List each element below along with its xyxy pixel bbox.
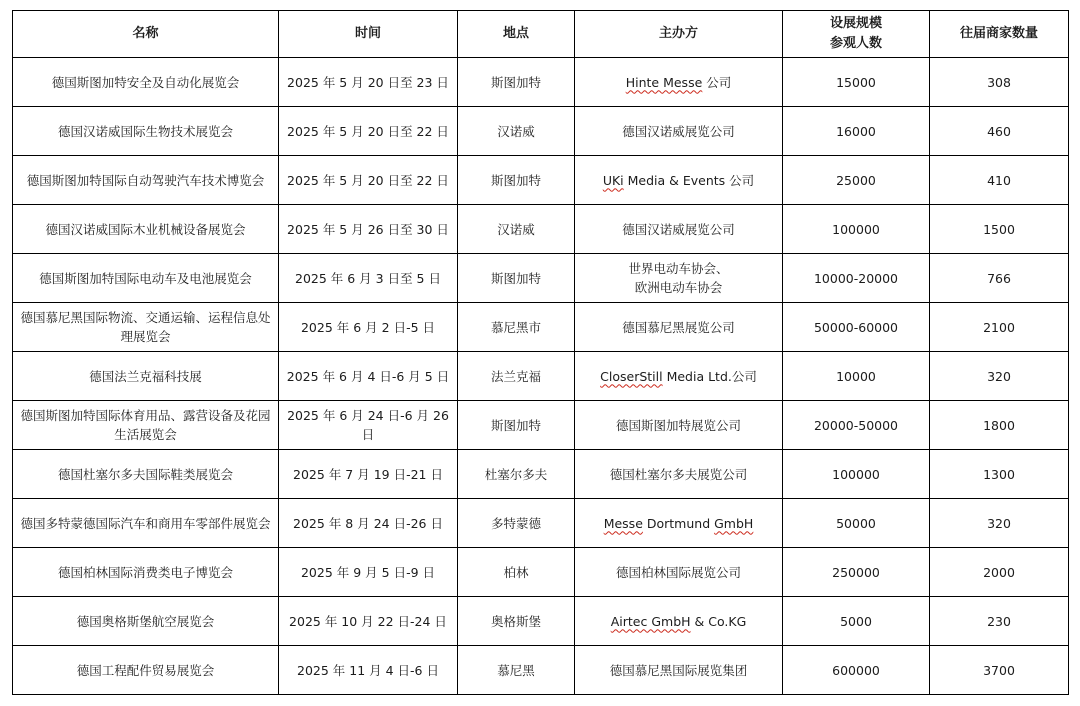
cell-scale-visitors: 16000 <box>783 107 930 156</box>
cell-organizer <box>575 597 783 646</box>
organizer-line <box>581 514 776 533</box>
organizer-text: Media & Events 公司 <box>623 172 755 188</box>
cell-exhibition-name: 德国多特蒙德国际汽车和商用车零部件展览会 <box>13 499 279 548</box>
cell-exhibition-name: 德国斯图加特国际电动车及电池展览会 <box>13 254 279 303</box>
organizer-line <box>581 563 776 582</box>
cell-location: 汉诺威 <box>458 107 575 156</box>
cell-organizer <box>575 646 783 695</box>
cell-organizer <box>575 303 783 352</box>
cell-organizer <box>575 548 783 597</box>
organizer-text: 德国慕尼黑国际展览集团 <box>609 662 748 678</box>
column-header-merchants: 往届商家数量 <box>930 11 1069 58</box>
column-header-location: 地点 <box>458 11 575 58</box>
cell-location: 柏林 <box>458 548 575 597</box>
misspelled-text: UKi <box>602 172 624 188</box>
column-header-time: 时间 <box>279 11 458 58</box>
cell-organizer <box>575 58 783 107</box>
cell-location: 慕尼黑 <box>458 646 575 695</box>
cell-scale-visitors: 25000 <box>783 156 930 205</box>
cell-exhibition-name: 德国斯图加特安全及自动化展览会 <box>13 58 279 107</box>
cell-scale-visitors: 100000 <box>783 450 930 499</box>
cell-merchant-count: 2100 <box>930 303 1069 352</box>
cell-time: 2025 年 8 月 24 日-26 日 <box>279 499 458 548</box>
cell-scale-visitors: 15000 <box>783 58 930 107</box>
cell-scale-visitors: 5000 <box>783 597 930 646</box>
cell-time: 2025 年 5 月 20 日至 22 日 <box>279 107 458 156</box>
organizer-line <box>581 465 776 484</box>
organizer-line <box>581 73 776 92</box>
organizer-text: & Co.KG <box>690 613 747 629</box>
cell-location: 汉诺威 <box>458 205 575 254</box>
cell-location: 杜塞尔多夫 <box>458 450 575 499</box>
cell-scale-visitors: 100000 <box>783 205 930 254</box>
table-row <box>13 156 1069 205</box>
cell-merchant-count: 1500 <box>930 205 1069 254</box>
cell-time: 2025 年 5 月 20 日至 22 日 <box>279 156 458 205</box>
organizer-line <box>581 259 776 278</box>
table-row <box>13 107 1069 156</box>
organizer-text: 世界电动车协会、 <box>628 260 729 276</box>
cell-scale-visitors: 250000 <box>783 548 930 597</box>
cell-exhibition-name: 德国奥格斯堡航空展览会 <box>13 597 279 646</box>
cell-organizer <box>575 499 783 548</box>
cell-organizer <box>575 450 783 499</box>
cell-merchant-count: 320 <box>930 352 1069 401</box>
cell-time: 2025 年 5 月 26 日至 30 日 <box>279 205 458 254</box>
organizer-text: 德国斯图加特展览公司 <box>615 417 741 433</box>
cell-merchant-count: 320 <box>930 499 1069 548</box>
cell-location: 慕尼黑市 <box>458 303 575 352</box>
table-row <box>13 205 1069 254</box>
cell-merchant-count: 308 <box>930 58 1069 107</box>
organizer-text: 德国汉诺威展览公司 <box>622 123 735 139</box>
cell-time: 2025 年 10 月 22 日-24 日 <box>279 597 458 646</box>
cell-exhibition-name: 德国柏林国际消费类电子博览会 <box>13 548 279 597</box>
organizer-line <box>581 318 776 337</box>
cell-merchant-count: 410 <box>930 156 1069 205</box>
misspelled-text: Hinte Messe <box>625 74 703 90</box>
table-row <box>13 352 1069 401</box>
cell-merchant-count: 1800 <box>930 401 1069 450</box>
organizer-text: 德国杜塞尔多夫展览公司 <box>609 466 748 482</box>
table-row <box>13 401 1069 450</box>
cell-scale-visitors: 50000-60000 <box>783 303 930 352</box>
organizer-text: 德国柏林国际展览公司 <box>615 564 741 580</box>
cell-scale-visitors: 20000-50000 <box>783 401 930 450</box>
cell-location: 多特蒙德 <box>458 499 575 548</box>
header-row <box>13 11 1069 58</box>
organizer-line <box>581 171 776 190</box>
cell-organizer <box>575 107 783 156</box>
table-row <box>13 597 1069 646</box>
cell-time: 2025 年 6 月 2 日-5 日 <box>279 303 458 352</box>
column-header-name: 名称 <box>13 11 279 58</box>
cell-time: 2025 年 6 月 4 日-6 月 5 日 <box>279 352 458 401</box>
organizer-line <box>581 367 776 386</box>
cell-time: 2025 年 9 月 5 日-9 日 <box>279 548 458 597</box>
cell-exhibition-name: 德国工程配件贸易展览会 <box>13 646 279 695</box>
cell-organizer <box>575 156 783 205</box>
organizer-text: 公司 <box>702 74 732 90</box>
organizer-text: Media Ltd.公司 <box>662 368 757 384</box>
organizer-text: Dortmund <box>642 515 715 531</box>
organizer-line <box>581 612 776 631</box>
organizer-line <box>581 416 776 435</box>
cell-location: 法兰克福 <box>458 352 575 401</box>
cell-organizer <box>575 352 783 401</box>
table-header <box>13 11 1069 58</box>
cell-location: 斯图加特 <box>458 254 575 303</box>
table-body <box>13 58 1069 695</box>
organizer-text: 德国汉诺威展览公司 <box>622 221 735 237</box>
misspelled-text: Messe <box>603 515 643 531</box>
cell-exhibition-name: 德国斯图加特国际体育用品、露营设备及花园生活展览会 <box>13 401 279 450</box>
table-row <box>13 646 1069 695</box>
cell-location: 斯图加特 <box>458 401 575 450</box>
column-header-organizer: 主办方 <box>575 11 783 58</box>
cell-organizer <box>575 254 783 303</box>
cell-scale-visitors: 50000 <box>783 499 930 548</box>
organizer-line <box>581 278 776 297</box>
misspelled-text: GmbH <box>714 515 754 531</box>
cell-exhibition-name: 德国斯图加特国际自动驾驶汽车技术博览会 <box>13 156 279 205</box>
misspelled-text: CloserStill <box>600 368 663 384</box>
table-row <box>13 303 1069 352</box>
cell-merchant-count: 460 <box>930 107 1069 156</box>
cell-merchant-count: 766 <box>930 254 1069 303</box>
cell-scale-visitors: 600000 <box>783 646 930 695</box>
cell-organizer <box>575 205 783 254</box>
column-header-scale: 设展规模 参观人数 <box>783 11 930 58</box>
exhibitions-table <box>12 10 1069 695</box>
organizer-line <box>581 122 776 141</box>
misspelled-text: Airtec GmbH <box>610 613 691 629</box>
cell-scale-visitors: 10000 <box>783 352 930 401</box>
table-row <box>13 548 1069 597</box>
cell-merchant-count: 3700 <box>930 646 1069 695</box>
table-row <box>13 450 1069 499</box>
cell-time: 2025 年 6 月 3 日至 5 日 <box>279 254 458 303</box>
cell-exhibition-name: 德国汉诺威国际生物技术展览会 <box>13 107 279 156</box>
cell-time: 2025 年 6 月 24 日-6 月 26 日 <box>279 401 458 450</box>
cell-exhibition-name: 德国杜塞尔多夫国际鞋类展览会 <box>13 450 279 499</box>
cell-exhibition-name: 德国慕尼黑国际物流、交通运输、运程信息处理展览会 <box>13 303 279 352</box>
table-row <box>13 254 1069 303</box>
organizer-text: 德国慕尼黑展览公司 <box>622 319 735 335</box>
cell-merchant-count: 1300 <box>930 450 1069 499</box>
table-row <box>13 58 1069 107</box>
cell-time: 2025 年 11 月 4 日-6 日 <box>279 646 458 695</box>
cell-organizer <box>575 401 783 450</box>
cell-location: 斯图加特 <box>458 58 575 107</box>
cell-location: 奥格斯堡 <box>458 597 575 646</box>
cell-merchant-count: 2000 <box>930 548 1069 597</box>
cell-exhibition-name: 德国法兰克福科技展 <box>13 352 279 401</box>
cell-location: 斯图加特 <box>458 156 575 205</box>
cell-exhibition-name: 德国汉诺威国际木业机械设备展览会 <box>13 205 279 254</box>
cell-time: 2025 年 5 月 20 日至 23 日 <box>279 58 458 107</box>
table-row <box>13 499 1069 548</box>
organizer-text: 欧洲电动车协会 <box>634 280 723 296</box>
cell-scale-visitors: 10000-20000 <box>783 254 930 303</box>
cell-time: 2025 年 7 月 19 日-21 日 <box>279 450 458 499</box>
organizer-line <box>581 220 776 239</box>
cell-merchant-count: 230 <box>930 597 1069 646</box>
organizer-line <box>581 661 776 680</box>
